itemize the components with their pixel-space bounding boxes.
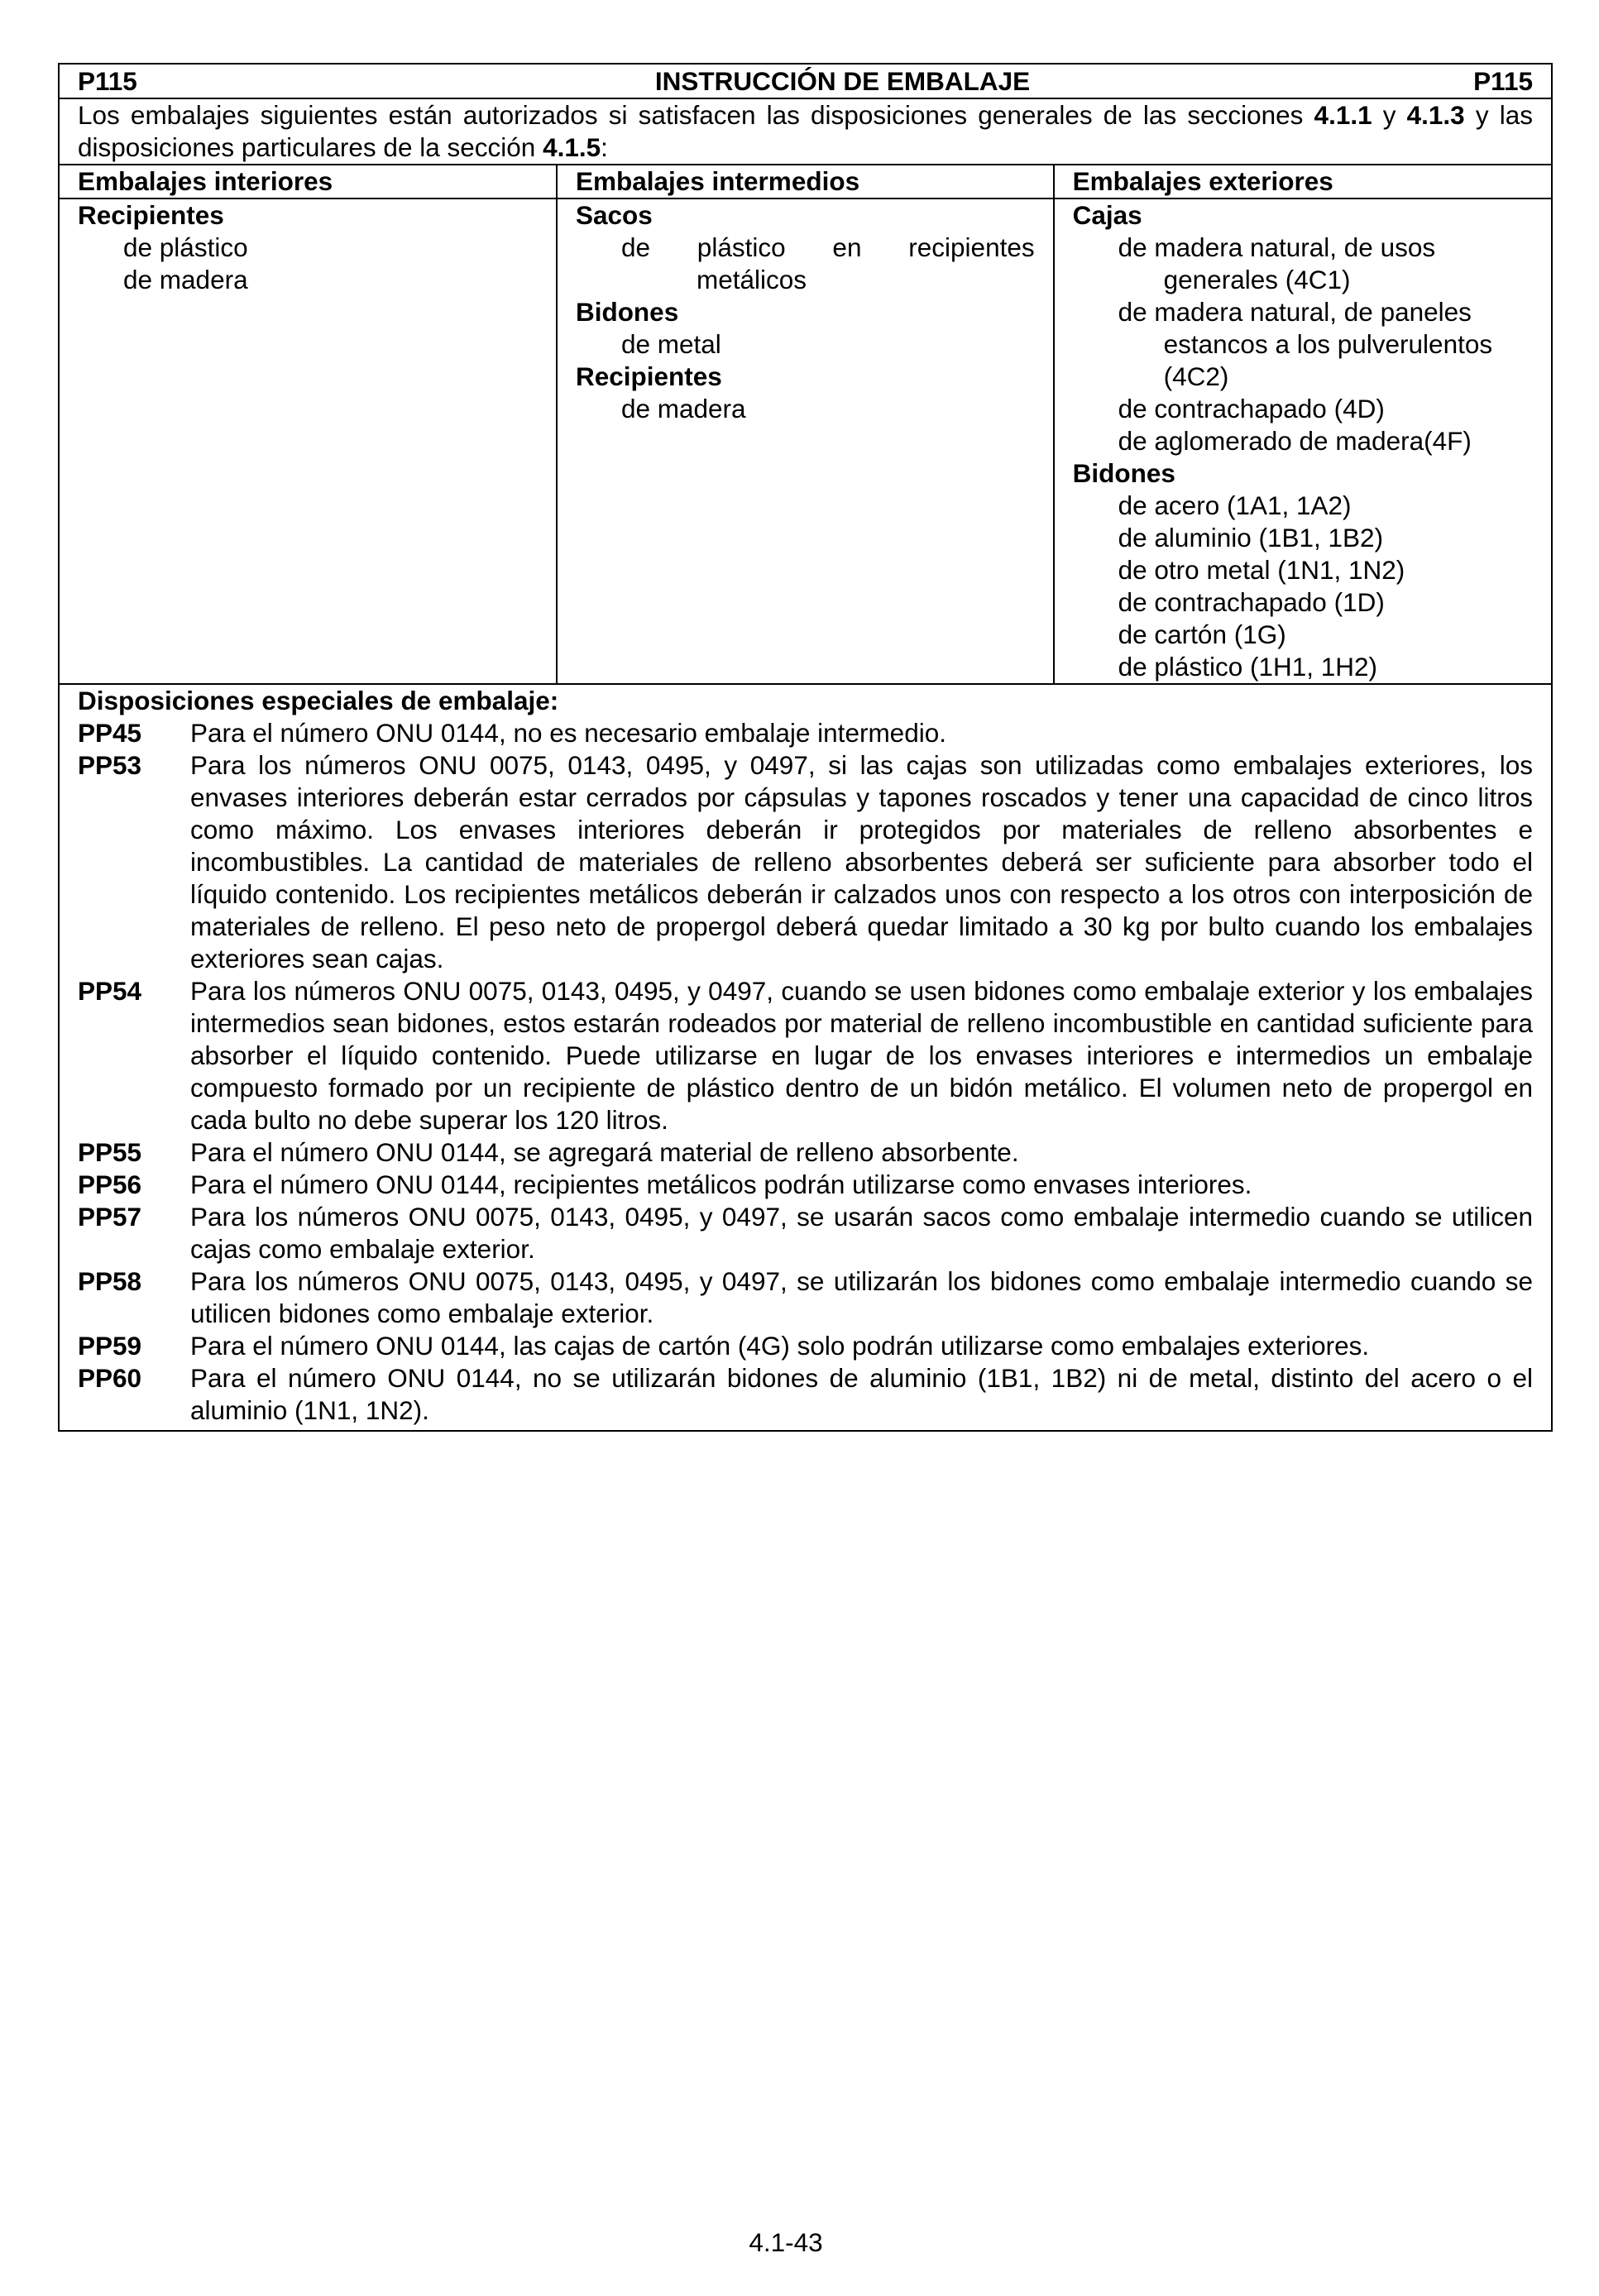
column-header-outer: Embalajes exteriores <box>1054 165 1552 199</box>
special-provisions-title: Disposiciones especiales de embalaje: <box>78 686 559 715</box>
outer-cajas-item: de contrachapado (4D) <box>1118 394 1385 423</box>
packing-instruction-table <box>58 63 1553 1432</box>
provision-text: Para el número ONU 0144, se agregará material de relleno absorbente. <box>190 1137 1019 1167</box>
provision-code: PP53 <box>78 750 142 780</box>
outer-cajas-item: de aglomerado de madera(4F) <box>1118 426 1472 456</box>
special-provision-item <box>78 1330 1533 1362</box>
column-header-inner: Embalajes interiores <box>59 165 557 199</box>
special-provision-item <box>78 717 1533 749</box>
provision-code: PP54 <box>78 976 142 1006</box>
header-row <box>59 64 1552 98</box>
intro-part4: : <box>601 132 608 162</box>
intro-ref-411: 4.1.1 <box>1314 100 1372 130</box>
provision-text: Para los números ONU 0075, 0143, 0495, y 0497, se usarán sacos como embalaje intermedio cuando se utilicen cajas como embalaje exterior. <box>190 1202 1533 1264</box>
outer-bidones-item: de contrachapado (1D) <box>1118 587 1385 617</box>
special-provision-item <box>78 1362 1533 1427</box>
provision-text: Para los números ONU 0075, 0143, 0495, y 0497, si las cajas son utilizadas como embalajes exteriores, los envases interiores deberán estar cerrados por cápsulas y tapones roscados y tener una capacidad de cinco litros como máximo. Los envases interiores deberán ir protegidos por materiales de relleno absorbentes e incombustibles. La cantidad de materiales de relleno absorbentes deberá ser suficiente para absorber todo el líquido contenido. Los recipientes metálicos deberán ir calzados unos con respecto a los otros con interposición de materiales de relleno. El peso neto de propergol deberá quedar limitado a 30 kg por bulto cuando los embalajes exteriores sean cajas. <box>190 750 1533 973</box>
intermediate-packaging-cell <box>557 199 1054 684</box>
column-header-row <box>59 165 1552 199</box>
intro-row <box>59 98 1552 165</box>
intro-ref-413: 4.1.3 <box>1406 100 1465 130</box>
provision-text: Para el número ONU 0144, no es necesario embalaje intermedio. <box>190 718 946 748</box>
page-number: 4.1-43 <box>749 2227 823 2257</box>
provision-code: PP59 <box>78 1331 142 1361</box>
column-header-intermediate: Embalajes intermedios <box>557 165 1054 199</box>
intermediate-sacos-item-line2: metálicos <box>696 265 807 294</box>
intro-part1: Los embalajes siguientes están autorizados si satisfacen las disposiciones generales de las secciones <box>78 100 1314 130</box>
header-right-code: P115 <box>1473 66 1533 96</box>
special-provision-item <box>78 749 1533 975</box>
intermediate-bidones-item: de metal <box>620 329 721 359</box>
outer-bidones-item: de plástico (1H1, 1H2) <box>1118 652 1378 682</box>
intermediate-sacos-item-line1: de plástico en recipientes <box>620 232 1035 262</box>
provision-text: Para el número ONU 0144, recipientes metálicos podrán utilizarse como envases interiores. <box>190 1170 1252 1199</box>
intro-part3: y las disposiciones particulares de la sección <box>78 100 1533 162</box>
instruction-header <box>78 65 1533 98</box>
outer-group-cajas: Cajas <box>1072 200 1142 230</box>
outer-bidones-item: de acero (1A1, 1A2) <box>1118 490 1352 520</box>
intro-part2: y <box>1372 100 1407 130</box>
inner-packaging-cell <box>59 199 557 684</box>
outer-packaging-cell <box>1054 199 1552 684</box>
special-provision-item <box>78 1201 1533 1265</box>
provision-code: PP56 <box>78 1170 142 1199</box>
outer-cajas-item: de madera natural, de paneles estancos a los pulverulentos (4C2) <box>1118 297 1493 391</box>
provision-text: Para el número ONU 0144, las cajas de cartón (4G) solo podrán utilizarse como embalajes exteriores. <box>190 1331 1370 1361</box>
intermediate-group-bidones: Bidones <box>575 297 679 327</box>
outer-bidones-item: de aluminio (1B1, 1B2) <box>1118 523 1384 552</box>
inner-group-recipientes: Recipientes <box>78 200 224 230</box>
intermediate-recipientes-item: de madera <box>620 394 746 423</box>
intro-ref-415: 4.1.5 <box>543 132 601 162</box>
outer-bidones-item: de otro metal (1N1, 1N2) <box>1118 555 1405 585</box>
special-provision-item <box>78 975 1533 1136</box>
provision-code: PP55 <box>78 1137 142 1167</box>
intermediate-group-sacos: Sacos <box>575 200 653 230</box>
inner-item: de plástico <box>123 232 248 262</box>
provision-text: Para los números ONU 0075, 0143, 0495, y 0497, se utilizarán los bidones como embalaje intermedio cuando se utilicen bidones como embalaje exterior. <box>190 1266 1533 1328</box>
outer-group-bidones: Bidones <box>1072 458 1175 488</box>
intro-text <box>78 99 1533 164</box>
header-title: INSTRUCCIÓN DE EMBALAJE <box>654 66 1031 96</box>
inner-item: de madera <box>123 265 248 294</box>
outer-bidones-item: de cartón (1G) <box>1118 619 1286 649</box>
provision-code: PP60 <box>78 1363 142 1393</box>
special-provision-item <box>78 1169 1533 1201</box>
special-provision-item <box>78 1265 1533 1330</box>
packaging-content-row <box>59 199 1552 684</box>
provision-text: Para el número ONU 0144, no se utilizarán bidones de aluminio (1B1, 1B2) ni de metal, distinto del acero o el aluminio (1N1, 1N2). <box>190 1363 1533 1425</box>
special-provision-item <box>78 1136 1533 1169</box>
special-provisions-row <box>59 684 1552 1431</box>
provision-text: Para los números ONU 0075, 0143, 0495, y 0497, cuando se usen bidones como embalaje exterior y los embalajes intermedios sean bidones, estos estarán rodeados por material de relleno incombustible en cantidad suficiente para absorber el líquido contenido. Puede utilizarse en lugar de los envases interiores e intermedios un embalaje compuesto formado por un recipiente de plástico dentro de un bidón metálico. El volumen neto de propergol en cada bulto no debe superar los 120 litros. <box>190 976 1533 1135</box>
header-left-code: P115 <box>78 66 137 96</box>
provision-code: PP57 <box>78 1202 142 1232</box>
provision-code: PP45 <box>78 718 142 748</box>
packing-instruction-document <box>58 63 1553 1432</box>
provision-code: PP58 <box>78 1266 142 1296</box>
outer-cajas-item: de madera natural, de usos generales (4C1) <box>1118 232 1436 294</box>
intermediate-group-recipientes: Recipientes <box>575 361 722 391</box>
